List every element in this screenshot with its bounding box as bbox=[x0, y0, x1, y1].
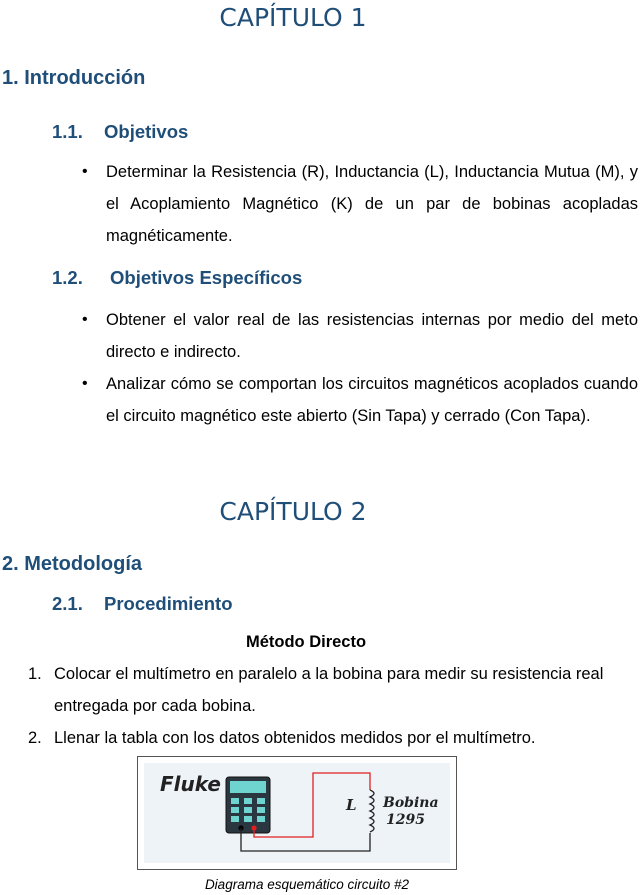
section-introduccion: 1. Introducción bbox=[2, 67, 146, 89]
subsection-procedimiento bbox=[52, 593, 233, 615]
step-text: Llenar la tabla con los datos obtenidos medidos por el multímetro. bbox=[54, 729, 536, 747]
fluke-label: Fluke bbox=[160, 772, 221, 796]
objetivos-especificos-list bbox=[82, 304, 638, 432]
subsection-number: 1.2. bbox=[52, 267, 83, 288]
subsection-objetivos bbox=[52, 121, 188, 143]
step-number: 2. bbox=[28, 729, 42, 747]
subsection-objetivos-especificos bbox=[52, 267, 302, 289]
step-text: Colocar el multímetro en paralelo a la bobina para medir su resistencia real entregada por cada bobina. bbox=[54, 665, 604, 715]
subsection-title: Objetivos bbox=[104, 121, 189, 142]
figure-caption: Diagrama esquemático circuito #2 bbox=[204, 877, 410, 892]
subsection-number: 2.1. bbox=[52, 593, 83, 614]
coil-number-label: 1295 bbox=[386, 812, 425, 828]
subsection-number: 1.1. bbox=[52, 121, 83, 142]
coil-name-label: Bobina bbox=[383, 795, 439, 811]
list-item: • Analizar cómo se comportan los circuitos magnéticos acoplados cuando el circuito magnético este abierto (Sin Tapa) y cerrado (Con Tapa). bbox=[82, 368, 638, 432]
chapter-2-title: CAPÍTULO 2 bbox=[219, 497, 367, 526]
subsection-title: Objetivos Específicos bbox=[110, 267, 303, 288]
subsection-title: Procedimiento bbox=[104, 593, 233, 614]
section-metodologia: 2. Metodología bbox=[2, 553, 142, 575]
circuit-svg bbox=[138, 757, 456, 869]
list-item: • Obtener el valor real de las resistencias internas por medio del meto directo e indirecto. bbox=[82, 304, 638, 368]
objetivos-list bbox=[82, 156, 638, 252]
list-item bbox=[28, 722, 640, 754]
list-item: • Determinar la Resistencia (R), Inductancia (L), Inductancia Mutua (M), y el Acoplamiento Magnético (K) de un par de bobinas acopladas magnéticamente. bbox=[82, 156, 638, 252]
procedure-steps bbox=[28, 658, 640, 754]
chapter-1-title: CAPÍTULO 1 bbox=[219, 3, 367, 32]
multimeter-icon bbox=[226, 777, 270, 833]
circuit-diagram bbox=[137, 756, 457, 870]
list-item bbox=[28, 658, 640, 722]
step-number: 1. bbox=[28, 665, 42, 683]
method-title: Método Directo bbox=[245, 633, 367, 651]
inductor-label: L bbox=[346, 796, 357, 814]
